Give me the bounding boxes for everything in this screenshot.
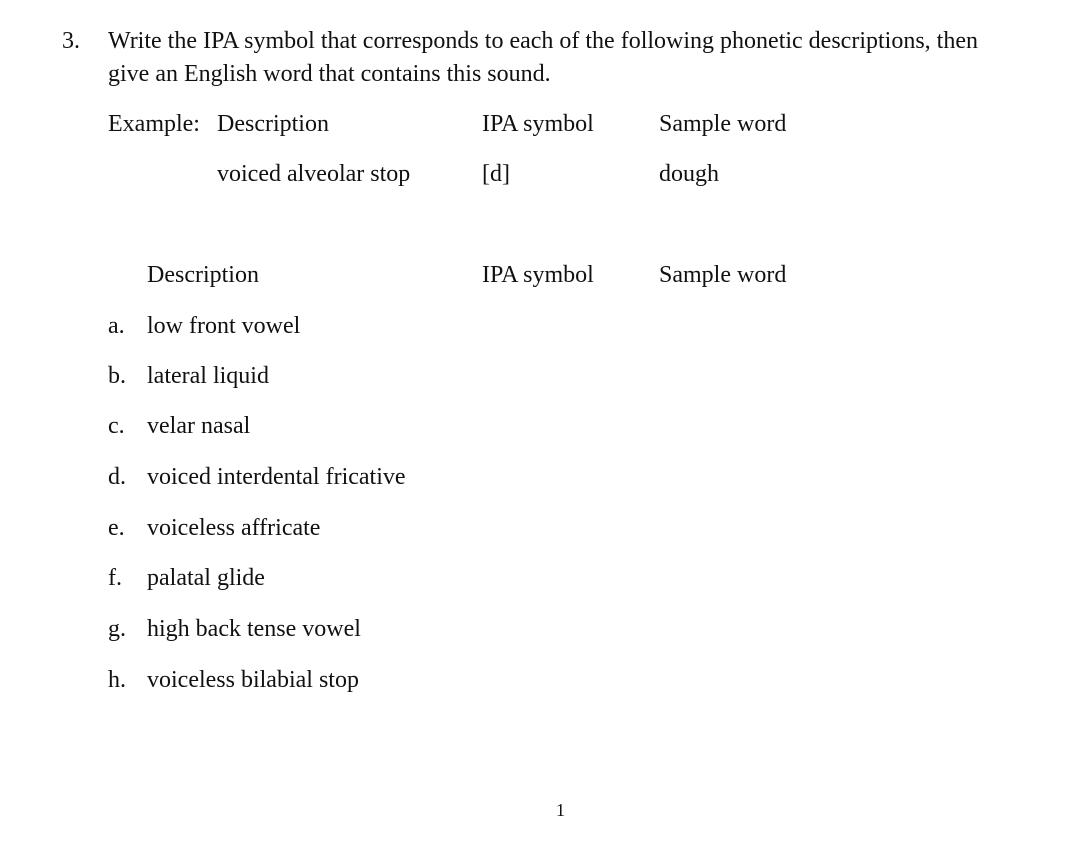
item-letter: a. (108, 313, 125, 339)
question-number: 3. (62, 28, 80, 54)
item-description: voiceless bilabial stop (147, 667, 359, 693)
example-description: voiced alveolar stop (217, 161, 411, 187)
table-header-sample: Sample word (659, 262, 787, 288)
item-letter: c. (108, 413, 125, 439)
question-text-line-1: Write the IPA symbol that corresponds to each of the following phonetic descriptions, then (108, 28, 978, 54)
item-description: voiced interdental fricative (147, 464, 406, 490)
item-description: lateral liquid (147, 363, 269, 389)
item-letter: h. (108, 667, 126, 693)
item-description: high back tense vowel (147, 616, 361, 642)
item-letter: b. (108, 363, 126, 389)
table-header-ipa: IPA symbol (482, 262, 594, 288)
item-description: low front vowel (147, 313, 301, 339)
example-header-sample: Sample word (659, 111, 787, 137)
item-description: velar nasal (147, 413, 251, 439)
item-letter: f. (108, 565, 122, 591)
example-ipa: [d] (482, 161, 510, 187)
example-label: Example: (108, 111, 200, 137)
page-number: 1 (556, 800, 565, 820)
table-header-description: Description (147, 262, 259, 288)
item-description: palatal glide (147, 565, 265, 591)
example-sample-word: dough (659, 161, 719, 187)
example-header-description: Description (217, 111, 329, 137)
item-letter: d. (108, 464, 126, 490)
question-text-line-2: give an English word that contains this sound. (108, 61, 551, 87)
item-letter: e. (108, 515, 125, 541)
item-letter: g. (108, 616, 126, 642)
item-description: voiceless affricate (147, 515, 321, 541)
example-header-ipa: IPA symbol (482, 111, 594, 137)
